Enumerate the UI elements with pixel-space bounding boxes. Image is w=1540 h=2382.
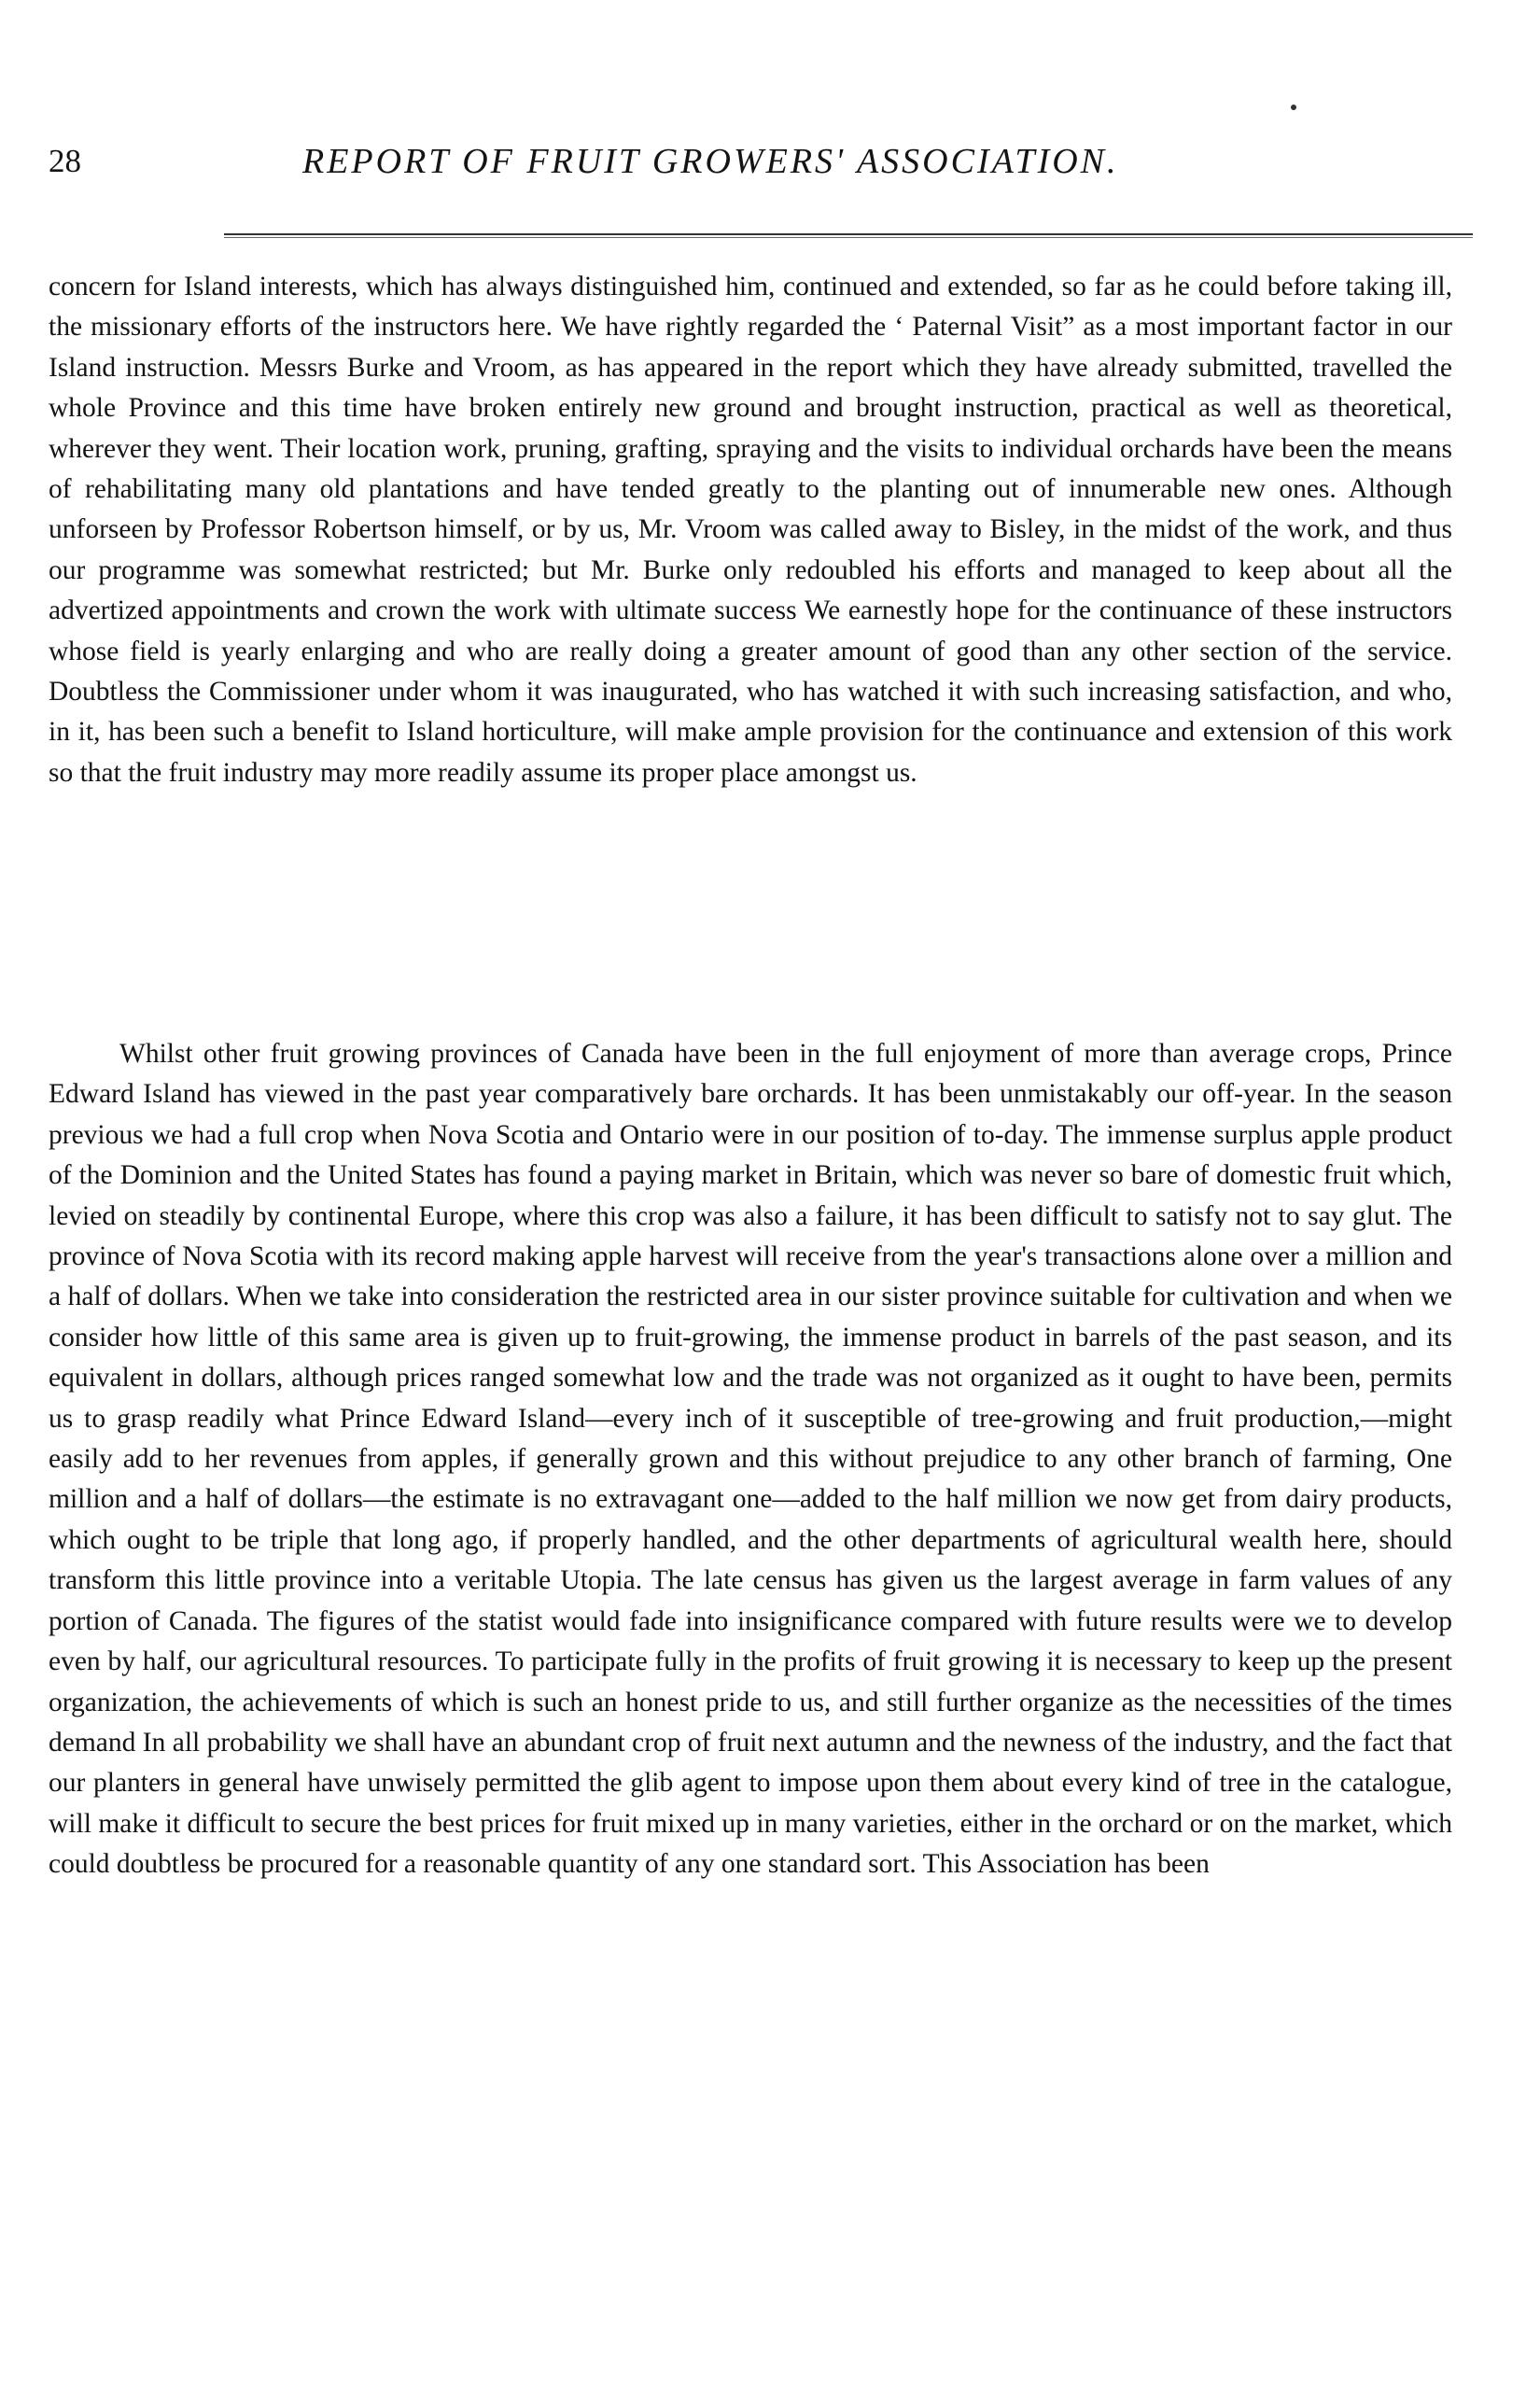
print-speck bbox=[1291, 105, 1296, 110]
running-title: REPORT OF FRUIT GROWERS' ASSOCIATION. bbox=[302, 142, 1119, 181]
page-header bbox=[49, 140, 1467, 196]
header-rule bbox=[224, 233, 1473, 235]
paragraph-2: Whilst other fruit growing provinces of Canada have been in the full enjoyment of more than average crops, Prince Edward Island has viewed in the past year comparatively bare orchards. It has been unmistakably our off-year. In the season previous we had a full crop when Nova Scotia and Ontario were in our position of to-day. The immense surplus apple product of the Dominion and the United States has found a paying market in Britain, which was never so bare of domestic fruit which, levied on steadily by continental Europe, where this crop was also a failure, it has been difficult to satisfy not to say glut. The province of Nova Scotia with its record making apple harvest will receive from the year's transactions alone over a million and a half of dollars. When we take into consideration the restricted area in our sister province suitable for cultivation and when we consider how little of this same area is given up to fruit-growing, the immense product in barrels of the past season, and its equivalent in dollars, although prices ranged somewhat low and the trade was not organized as it ought to have been, permits us to grasp readily what Prince Edward Island—every inch of it susceptible of tree-growing and fruit production,—might easily add to her revenues from apples, if generally grown and this without prejudice to any other branch of farming, One million and a half of dollars—the estimate is no extravagant one—added to the half million we now get from dairy products, which ought to be triple that long ago, if properly handled, and the other departments of agricultural wealth here, should transform this little province into a veritable Utopia. The late census has given us the largest average in farm values of any portion of Canada. The figures of the statist would fade into insignificance compared with future results were we to develop even by half, our agricultural resources. To participate fully in the profits of fruit growing it is necessary to keep up the present organization, the achievements of which is such an honest pride to us, and still further organize as the necessities of the times demand In all probability we shall have an abundant crop of fruit next autumn and the newness of the industry, and the fact that our planters in general have unwisely permitted the glib agent to impose upon them about every kind of tree in the catalogue, will make it difficult to secure the best prices for fruit mixed up in many varieties, either in the orchard or on the market, which could doubtless be procured for a reasonable quantity of any one standard sort. This Association has been bbox=[49, 1039, 1452, 1880]
page-number: 28 bbox=[49, 143, 81, 179]
header-rule-thin bbox=[224, 237, 1473, 238]
paragraph-1: concern for Island interests, which has always distinguished him, continued and extended, so far as he could before taking ill, the missionary efforts of the instructors here. We have rightly regarded the ‘ Paternal Visit” as a most important factor in our Island instruction. Messrs Burke and Vroom, as has appeared in the report which they have already submitted, travelled the whole Province and this time have broken entirely new ground and brought instruction, practical as well as theoretical, wherever they went. Their location work, pruning, grafting, spraying and the visits to individual orchards have been the means of rehabilitating many old plantations and have tended greatly to the planting out of innumerable new ones. Although unforseen by Professor Robertson himself, or by us, Mr. Vroom was called away to Bisley, in the midst of the work, and thus our programme was somewhat restricted; but Mr. Burke only redoubled his efforts and managed to keep about all the advertized appointments and crown the work with ultimate success We earnestly hope for the continuance of these instructors whose field is yearly enlarging and who are really doing a greater amount of good than any other section of the service. Doubtless the Commissioner under whom it was inaugurated, who has watched it with such increasing satisfaction, and who, in it, has been such a benefit to Island horticulture, will make ample provision for the continuance and extension of this work so that the fruit industry may more readily assume its proper place amongst us. bbox=[49, 272, 1452, 788]
